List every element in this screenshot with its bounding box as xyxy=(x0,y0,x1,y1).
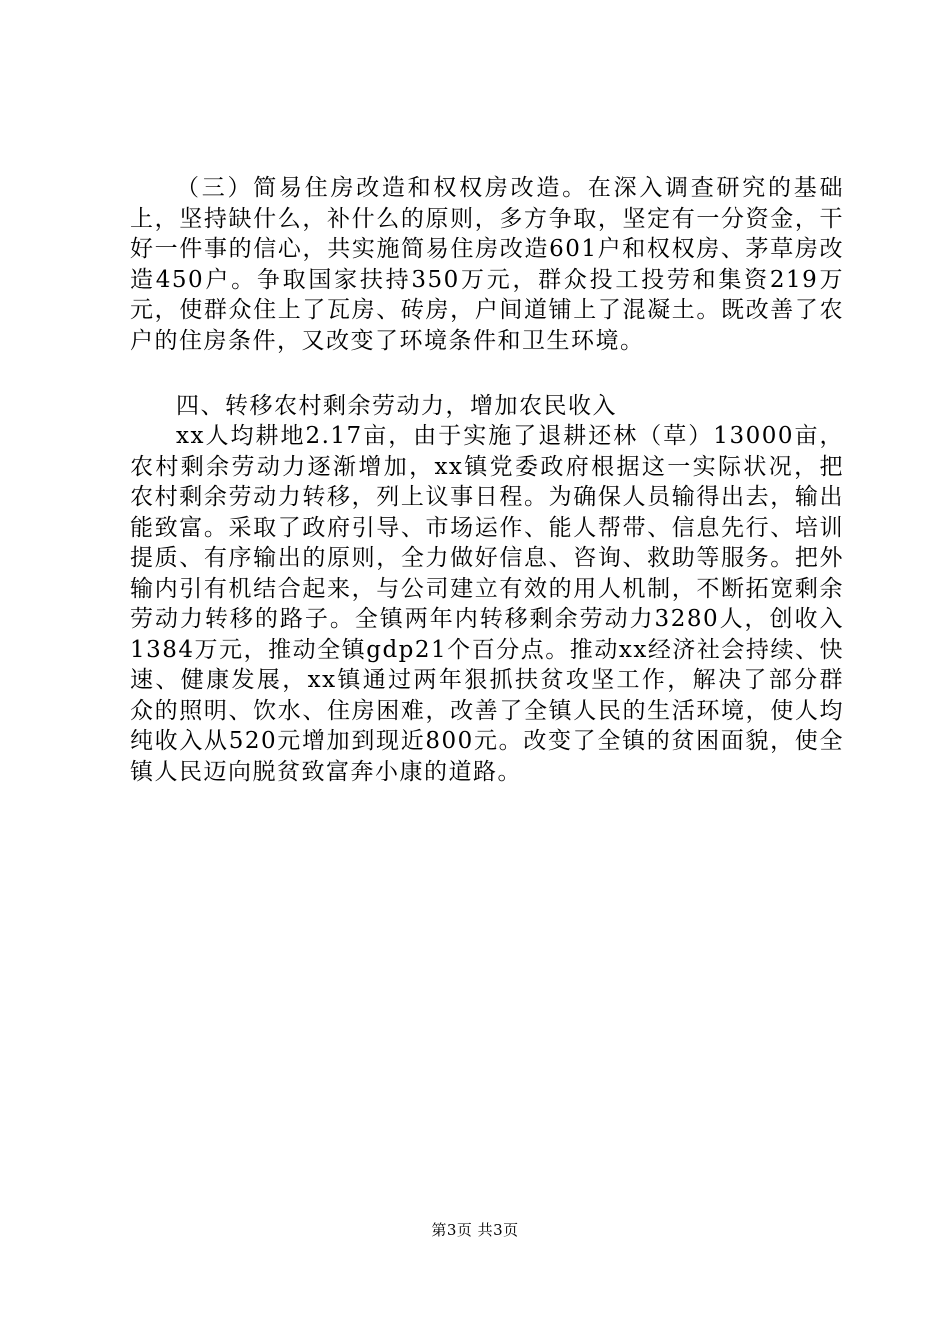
page-number-footer: 第3页 共3页 xyxy=(431,1221,519,1239)
body-paragraph-housing: （三）简易住房改造和权权房改造。在深入调查研究的基础上，坚持缺什么，补什么的原则，多方争取，坚定有一分资金，干好一件事的信心，共实施简易住房改造601户和权权房、茅草房改造450户。争取国家扶持350万元，群众投工投劳和集资219万元，使群众住上了瓦房、砖房，户间道铺上了混凝土。既改善了农户的住房条件，又改变了环境条件和卫生环境。 xyxy=(130,175,844,354)
body-paragraph-labor: xx人均耕地2.17亩，由于实施了退耕还林（草）13000亩，农村剩余劳动力逐渐增加，xx镇党委政府根据这一实际状况，把农村剩余劳动力转移，列上议事日程。为确保人员输得出去，输出能致富。采取了政府引导、市场运作、能人帮带、信息先行、培训提质、有序输出的原则，全力做好信息、咨询、救助等服务。把外输内引有机结合起来，与公司建立有效的用人机制，不断拓宽剩余劳动力转移的路子。全镇两年内转移剩余劳动力3280人，创收入1384万元，推动全镇gdp21个百分点。推动xx经济社会持续、快速、健康发展，xx镇通过两年狠抓扶贫攻坚工作，解决了部分群众的照明、饮水、住房困难，改善了全镇人民的生活环境，使人均纯收入从520元增加到现近800元。改变了全镇的贫困面貌，使全镇人民迈向脱贫致富奔小康的道路。 xyxy=(130,423,844,785)
section-heading: 四、转移农村剩余劳动力，增加农民收入 xyxy=(176,393,617,419)
